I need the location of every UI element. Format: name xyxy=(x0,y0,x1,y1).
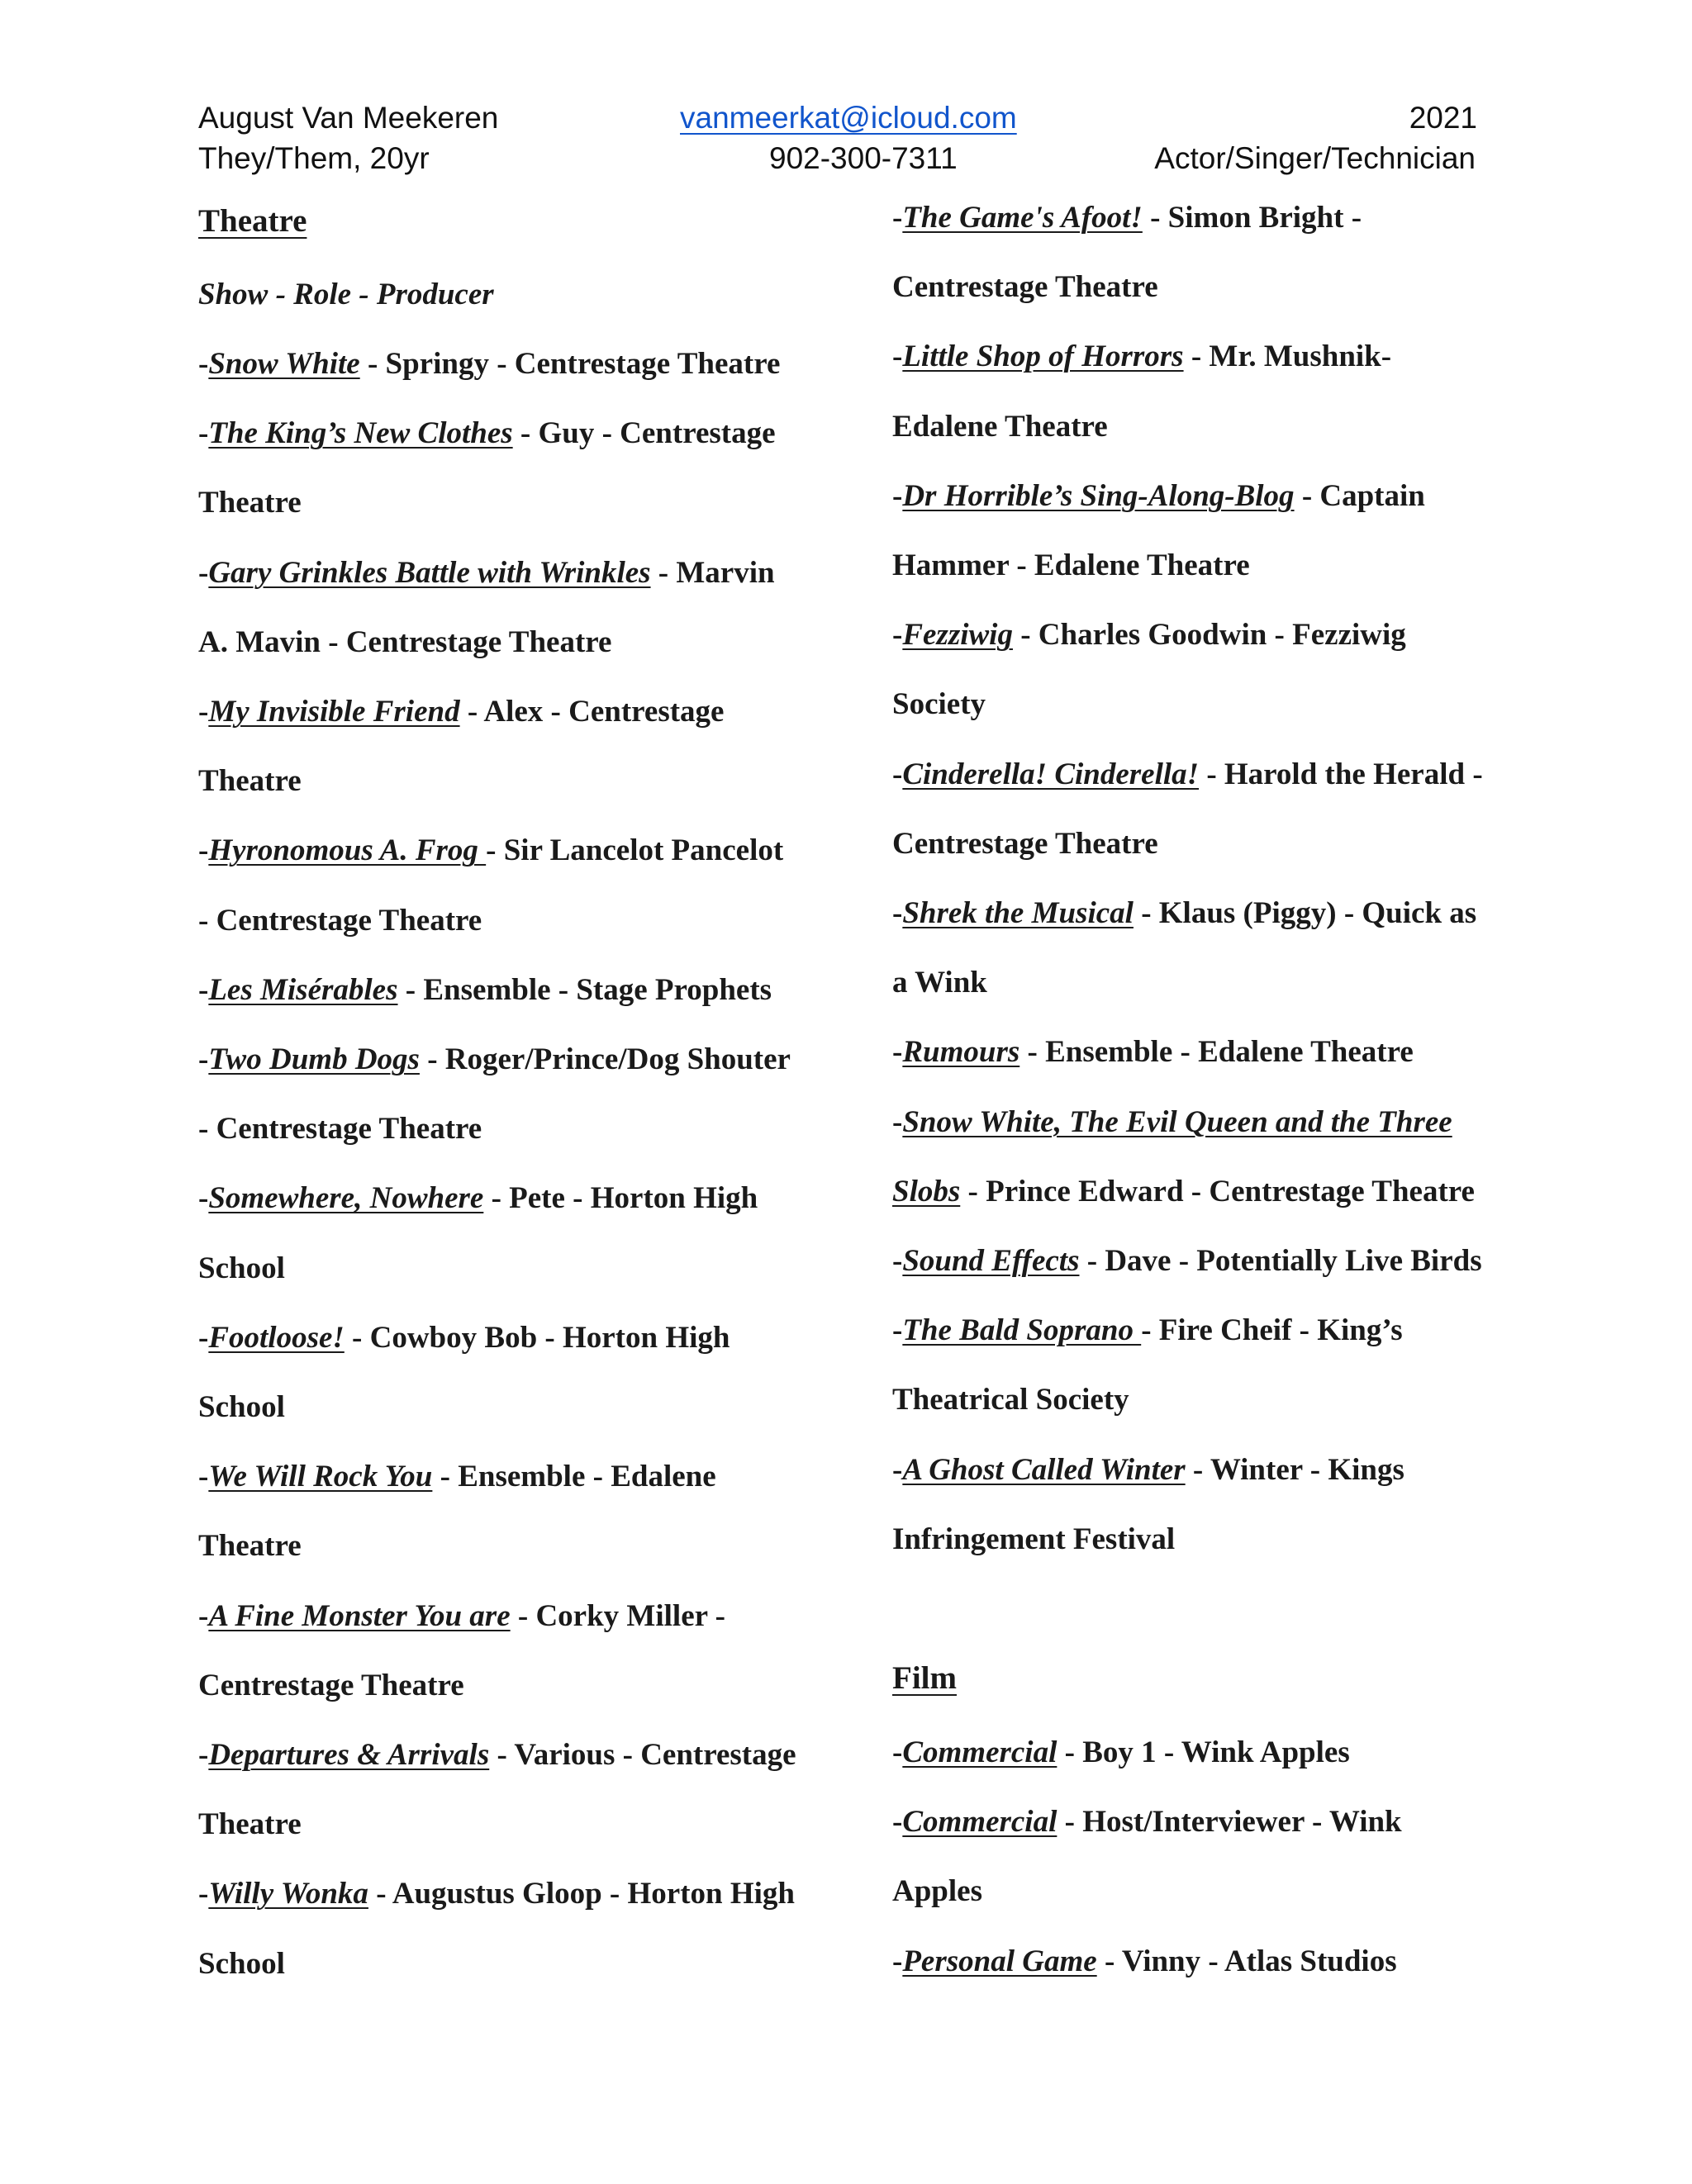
theatre-entry xyxy=(892,687,986,722)
theatre-entry xyxy=(198,1878,795,1909)
entry-dash: - xyxy=(892,1035,903,1070)
show-title: Fezziwig xyxy=(902,618,1013,653)
entry-details: - Boy 1 - Wink Apples xyxy=(1057,1735,1350,1769)
theatre-entry xyxy=(198,487,302,518)
entry-dash: - xyxy=(892,1244,903,1278)
theatre-entry xyxy=(892,618,1406,653)
entry-details: Theatre xyxy=(198,1529,302,1564)
show-title: Little Shop of Horrors xyxy=(902,339,1184,374)
entry-details: Centrestage Theatre xyxy=(198,1668,464,1702)
entry-details: Infringement Festival xyxy=(892,1522,1176,1556)
entry-details: - Sir Lancelot Pancelot xyxy=(486,833,784,868)
theatre-entry xyxy=(198,1670,464,1701)
theatre-entry xyxy=(198,624,612,659)
theatre-entry xyxy=(892,1035,1414,1070)
entry-details: - Mr. Mushnik- xyxy=(1183,339,1392,374)
film-entry xyxy=(892,1805,1402,1840)
film-entry xyxy=(892,1874,982,1909)
applicant-name: August Van Meekeren xyxy=(198,101,499,135)
theatre-entry xyxy=(892,1246,1482,1276)
entry-dash: - xyxy=(892,1104,903,1139)
theatre-entry xyxy=(198,555,775,590)
entry-dash: - xyxy=(198,347,209,381)
theatre-entry xyxy=(198,1044,791,1075)
email-link[interactable]: vanmeerkat@icloud.com xyxy=(680,101,1017,135)
entry-dash: - xyxy=(892,1805,903,1840)
entry-details: - Centrestage Theatre xyxy=(198,903,482,938)
entry-dash: - xyxy=(198,555,209,590)
entry-details: A. Mavin - Centrestage Theatre xyxy=(198,624,612,659)
show-title: Sound Effects xyxy=(902,1244,1080,1278)
entry-details: - Various - Centrestage xyxy=(489,1738,796,1772)
show-title: The King’s New Clothes xyxy=(208,416,513,451)
entry-details: - Charles Goodwin - Fezziwig xyxy=(1012,618,1406,653)
show-title: Cinderella! Cinderella! xyxy=(902,757,1200,791)
entry-details: - Prince Edward - Centrestage Theatre xyxy=(960,1174,1475,1208)
theatre-entry xyxy=(892,550,1250,581)
entry-dash: - xyxy=(198,1320,209,1355)
entry-details: - Host/Interviewer - Wink xyxy=(1057,1805,1402,1840)
entry-details: Centrestage Theatre xyxy=(892,270,1158,305)
theatre-entry xyxy=(892,759,1483,790)
entry-details: - Simon Bright - xyxy=(1142,201,1362,235)
phone-number: 902-300-7311 xyxy=(769,141,958,175)
theatre-entry xyxy=(198,1946,285,1981)
theatre-entry xyxy=(892,202,1362,233)
entry-details: Society xyxy=(892,687,986,722)
theatre-entry xyxy=(198,1322,730,1353)
theatre-entry xyxy=(198,1598,725,1633)
show-title: Somewhere, Nowhere xyxy=(208,1181,484,1216)
applicant-roles: Actor/Singer/Technician xyxy=(1154,141,1476,175)
entry-dash: - xyxy=(198,1042,209,1076)
entry-dash: - xyxy=(892,201,903,235)
entry-dash: - xyxy=(198,972,209,1007)
pronouns-age: They/Them, 20yr xyxy=(198,141,430,175)
entry-details: - Augustus Gloop - Horton High xyxy=(368,1877,795,1911)
entry-dash: - xyxy=(892,618,903,653)
theatre-entry xyxy=(892,270,1158,305)
theatre-entry xyxy=(892,478,1425,513)
entry-dash: - xyxy=(892,339,903,374)
entry-details: Hammer - Edalene Theatre xyxy=(892,548,1250,582)
entry-details: - Alex - Centrestage xyxy=(459,695,725,729)
theatre-entry xyxy=(198,835,783,866)
entry-dash: - xyxy=(892,896,903,930)
show-title: My Invisible Friend xyxy=(208,695,460,729)
theatre-entry xyxy=(892,1384,1129,1415)
theatre-entry xyxy=(892,1452,1404,1487)
theatre-entry xyxy=(198,764,302,799)
entry-details: - Klaus (Piggy) - Quick as xyxy=(1133,896,1477,930)
film-entry xyxy=(892,1946,1397,1977)
theatre-entry xyxy=(198,418,776,449)
entry-details: - Pete - Horton High xyxy=(483,1181,758,1216)
theatre-entry xyxy=(198,349,780,379)
film-entry xyxy=(892,1737,1350,1768)
entry-details: - Winter - Kings xyxy=(1185,1452,1404,1487)
theatre-entry xyxy=(198,1253,285,1284)
theatre-entry xyxy=(892,898,1476,928)
entry-dash: - xyxy=(198,1598,209,1633)
entry-details: - Guy - Centrestage xyxy=(512,416,776,451)
entry-details: - Springy - Centrestage Theatre xyxy=(359,347,781,381)
show-title: Rumours xyxy=(902,1035,1020,1070)
show-title: Personal Game xyxy=(902,1944,1097,1978)
entry-details: Theatrical Society xyxy=(892,1383,1129,1417)
show-title: The Game's Afoot! xyxy=(902,201,1143,235)
entry-dash: - xyxy=(198,833,209,868)
entry-dash: - xyxy=(198,1877,209,1911)
entry-dash: - xyxy=(892,757,903,791)
entry-dash: - xyxy=(892,1452,903,1487)
show-title: Gary Grinkles Battle with Wrinkles xyxy=(208,555,651,590)
entry-details: - Cowboy Bob - Horton High xyxy=(344,1320,730,1355)
entry-details: - Captain xyxy=(1294,478,1425,513)
entry-details: School xyxy=(198,1251,285,1285)
theatre-entry xyxy=(198,1392,285,1422)
resume-year: 2021 xyxy=(1409,101,1477,135)
entry-details: School xyxy=(198,1390,285,1424)
entry-details: - Fire Cheif - King’s xyxy=(1141,1313,1403,1348)
entry-details: - Marvin xyxy=(650,555,775,590)
show-title: We Will Rock You xyxy=(208,1460,433,1494)
show-title: Hyronomous A. Frog xyxy=(208,833,487,868)
entry-dash: - xyxy=(892,1313,903,1348)
show-title: Snow White, The Evil Queen and the Three xyxy=(902,1104,1452,1139)
show-title: Snow White xyxy=(208,347,360,381)
theatre-entry xyxy=(892,341,1391,372)
entry-details: Centrestage Theatre xyxy=(892,826,1158,861)
entry-dash: - xyxy=(892,1735,903,1769)
theatre-entry xyxy=(198,1740,796,1770)
show-title: Two Dumb Dogs xyxy=(208,1042,420,1076)
show-title: Dr Horrible’s Sing-Along-Blog xyxy=(902,478,1295,513)
entry-details: Apples xyxy=(892,1874,982,1909)
show-title: Commercial xyxy=(902,1735,1058,1769)
entry-dash: - xyxy=(892,478,903,513)
entry-details: - Corky Miller - xyxy=(510,1598,725,1633)
entry-details: Theatre xyxy=(198,486,302,520)
show-title: Shrek the Musical xyxy=(902,896,1134,930)
show-title: Willy Wonka xyxy=(208,1877,368,1911)
entry-dash: - xyxy=(198,1738,209,1772)
entry-dash: - xyxy=(198,1181,209,1216)
show-title: Les Misérables xyxy=(208,972,398,1007)
theatre-entry xyxy=(198,1112,482,1147)
entry-details: - Ensemble - Edalene Theatre xyxy=(1019,1035,1414,1070)
show-title: Slobs xyxy=(892,1174,961,1208)
film-heading: Film xyxy=(892,1660,957,1696)
theatre-entry xyxy=(198,696,724,727)
entry-dash: - xyxy=(892,1944,903,1978)
entry-details: - Vinny - Atlas Studios xyxy=(1096,1944,1397,1978)
theatre-entry xyxy=(198,1181,758,1216)
entry-details: - Roger/Prince/Dog Shouter xyxy=(419,1042,791,1076)
theatre-entry xyxy=(198,1809,302,1840)
entry-details: School xyxy=(198,1946,285,1981)
show-title: A Fine Monster You are xyxy=(208,1598,511,1633)
show-title: Commercial xyxy=(902,1805,1058,1840)
theatre-entry xyxy=(198,1529,302,1564)
theatre-heading: Theatre xyxy=(198,203,307,239)
entry-details: - Harold the Herald - xyxy=(1199,757,1483,791)
theatre-entry xyxy=(892,967,987,998)
theatre-entry xyxy=(892,1176,1475,1207)
entry-details: Edalene Theatre xyxy=(892,409,1108,444)
entry-dash: - xyxy=(198,416,209,451)
entry-details: - Centrestage Theatre xyxy=(198,1112,482,1147)
entry-details: a Wink xyxy=(892,966,987,1000)
entry-details: Theatre xyxy=(198,764,302,799)
entry-dash: - xyxy=(198,695,209,729)
entry-details: - Ensemble - Edalene xyxy=(432,1460,716,1494)
show-title: Departures & Arrivals xyxy=(208,1738,490,1772)
theatre-entry xyxy=(892,1315,1403,1346)
show-title: The Bald Soprano xyxy=(902,1313,1142,1348)
theatre-entry xyxy=(892,411,1108,442)
entry-details: - Dave - Potentially Live Birds xyxy=(1079,1244,1482,1278)
theatre-entry xyxy=(892,1524,1175,1555)
entry-dash: - xyxy=(198,1460,209,1494)
theatre-entry xyxy=(198,1461,716,1492)
theatre-entry xyxy=(198,905,482,936)
theatre-entry xyxy=(892,1104,1452,1139)
theatre-subheading: Show - Role - Producer xyxy=(198,278,494,311)
show-title: Footloose! xyxy=(208,1320,345,1355)
theatre-entry xyxy=(892,828,1158,859)
show-title: A Ghost Called Winter xyxy=(902,1452,1186,1487)
theatre-entry xyxy=(198,972,772,1007)
entry-details: - Ensemble - Stage Prophets xyxy=(397,972,772,1007)
entry-details: Theatre xyxy=(198,1807,302,1842)
